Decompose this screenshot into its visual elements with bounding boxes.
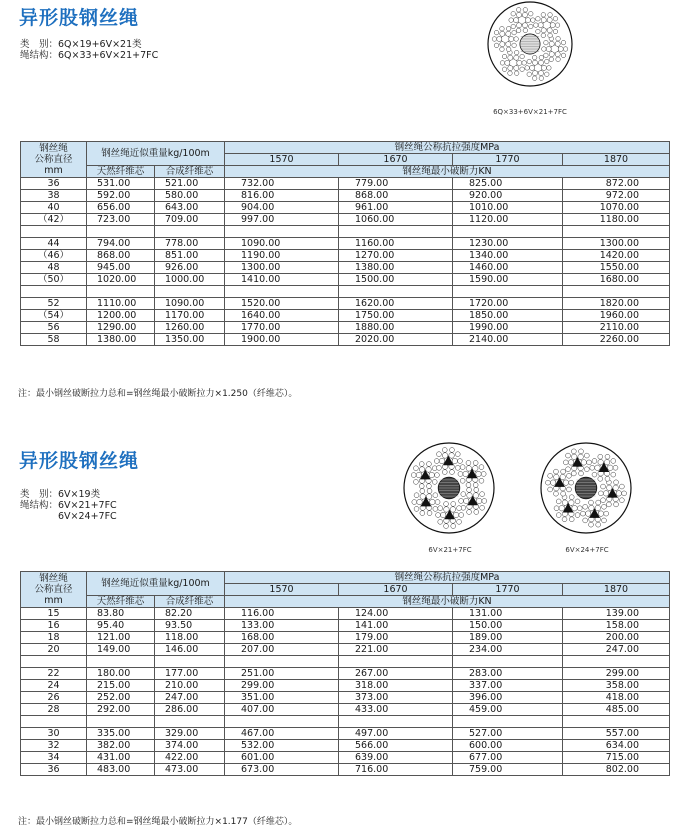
table-cell: 121.00 — [87, 632, 155, 644]
spec-list — [20, 489, 117, 522]
table-cell: 868.00 — [87, 250, 155, 262]
spacer-row — [21, 716, 670, 728]
table-cell: 1190.00 — [225, 250, 339, 262]
header-synthetic-core: 合成纤维芯 — [155, 166, 225, 178]
table-cell: 825.00 — [453, 178, 563, 190]
table-row — [21, 644, 670, 656]
table-cell: 252.00 — [87, 692, 155, 704]
table-cell: 1010.00 — [453, 202, 563, 214]
table-cell: 677.00 — [453, 752, 563, 764]
table-cell: 459.00 — [453, 704, 563, 716]
table-cell: （46） — [21, 250, 87, 262]
table-cell: 778.00 — [155, 238, 225, 250]
table-cell: 382.00 — [87, 740, 155, 752]
table-cell: 1160.00 — [339, 238, 453, 250]
table-cell: 1090.00 — [155, 298, 225, 310]
table-cell: 1770.00 — [225, 322, 339, 334]
table-cell: 1720.00 — [453, 298, 563, 310]
header-diameter: 钢丝绳 公称直径 mm — [21, 572, 87, 608]
table-cell: 149.00 — [87, 644, 155, 656]
header-weight: 钢丝绳近似重量kg/100m — [87, 142, 225, 166]
table-cell: 34 — [21, 752, 87, 764]
table-cell: 16 — [21, 620, 87, 632]
table-cell: 592.00 — [87, 190, 155, 202]
table-cell: 851.00 — [155, 250, 225, 262]
table-cell: 473.00 — [155, 764, 225, 776]
table-cell: 1620.00 — [339, 298, 453, 310]
table-cell: 133.00 — [225, 620, 339, 632]
table-cell: 207.00 — [225, 644, 339, 656]
table-cell: 1290.00 — [87, 322, 155, 334]
table-cell: 557.00 — [563, 728, 670, 740]
header-grade: 1870 — [563, 584, 670, 596]
table-cell: 131.00 — [453, 608, 563, 620]
table-cell: 601.00 — [225, 752, 339, 764]
table-cell: 656.00 — [87, 202, 155, 214]
table-cell: 93.50 — [155, 620, 225, 632]
table-cell: 716.00 — [339, 764, 453, 776]
table-row — [21, 764, 670, 776]
table-row — [21, 740, 670, 752]
table-cell: 1590.00 — [453, 274, 563, 286]
table-cell: 158.00 — [563, 620, 670, 632]
table-cell: 180.00 — [87, 668, 155, 680]
table-cell: 177.00 — [155, 668, 225, 680]
table-cell: 40 — [21, 202, 87, 214]
table-cell: 28 — [21, 704, 87, 716]
table-cell: 1120.00 — [453, 214, 563, 226]
table-row — [21, 680, 670, 692]
table-row — [21, 704, 670, 716]
figure-caption: 6V×24+7FC — [565, 546, 609, 554]
table-cell: 358.00 — [563, 680, 670, 692]
table-cell: 904.00 — [225, 202, 339, 214]
table-cell: 431.00 — [87, 752, 155, 764]
table-cell: 36 — [21, 178, 87, 190]
table-cell: 467.00 — [225, 728, 339, 740]
table-cell: 723.00 — [87, 214, 155, 226]
table-cell: 1380.00 — [87, 334, 155, 346]
figure-caption: 6Q×33+6V×21+7FC — [493, 108, 567, 116]
table-cell: 329.00 — [155, 728, 225, 740]
table-cell: 1170.00 — [155, 310, 225, 322]
table-note: 注：最小钢丝破断拉力总和=钢丝绳最小破断拉力×1.177（纤维芯）。 — [18, 817, 298, 827]
table-cell: 1640.00 — [225, 310, 339, 322]
spec-structure-alt: 6V×24+7FC — [20, 511, 117, 522]
table-cell: 1070.00 — [563, 202, 670, 214]
header-strength: 钢丝绳公称抗拉强度MPa — [225, 572, 670, 584]
table-cell: 1750.00 — [339, 310, 453, 322]
table-cell: 36 — [21, 764, 87, 776]
table-cell: 1680.00 — [563, 274, 670, 286]
spec-structure: 绳结构：6V×21+7FC — [20, 500, 117, 511]
spacer-row — [21, 656, 670, 668]
table-cell: 210.00 — [155, 680, 225, 692]
table-cell: 945.00 — [87, 262, 155, 274]
page-title: 异形股钢丝绳 — [19, 7, 140, 29]
header-breaking-force: 钢丝绳最小破断力KN — [225, 596, 670, 608]
table-cell: 52 — [21, 298, 87, 310]
table-cell: 926.00 — [155, 262, 225, 274]
header-grade: 1770 — [453, 584, 563, 596]
table-cell: 497.00 — [339, 728, 453, 740]
table-cell: 1410.00 — [225, 274, 339, 286]
table-note: 注：最小钢丝破断拉力总和=钢丝绳最小破断拉力×1.250（纤维芯）。 — [18, 389, 298, 399]
table-cell: 1960.00 — [563, 310, 670, 322]
table-cell: 600.00 — [453, 740, 563, 752]
header-grade: 1670 — [339, 154, 453, 166]
table-cell: 337.00 — [453, 680, 563, 692]
figure-caption: 6V×21+7FC — [428, 546, 472, 554]
table-cell: 396.00 — [453, 692, 563, 704]
table-cell: 1300.00 — [563, 238, 670, 250]
table-cell: 221.00 — [339, 644, 453, 656]
table-row — [21, 632, 670, 644]
table-cell: 168.00 — [225, 632, 339, 644]
table-cell: 146.00 — [155, 644, 225, 656]
table-cell: 351.00 — [225, 692, 339, 704]
table-cell: 532.00 — [225, 740, 339, 752]
table-cell: 139.00 — [563, 608, 670, 620]
table-cell: 1900.00 — [225, 334, 339, 346]
table-cell: 83.80 — [87, 608, 155, 620]
table-cell: 24 — [21, 680, 87, 692]
header-grade: 1570 — [225, 154, 339, 166]
table-cell: 56 — [21, 322, 87, 334]
header-natural-core: 天然纤维芯 — [87, 596, 155, 608]
table-row — [21, 728, 670, 740]
table-row — [21, 668, 670, 680]
header-weight: 钢丝绳近似重量kg/100m — [87, 572, 225, 596]
table-cell: 124.00 — [339, 608, 453, 620]
table-cell: 20 — [21, 644, 87, 656]
header-diameter: 钢丝绳 公称直径 mm — [21, 142, 87, 178]
table-cell: 1230.00 — [453, 238, 563, 250]
table-cell: 150.00 — [453, 620, 563, 632]
table-cell: 247.00 — [563, 644, 670, 656]
table-cell: 1420.00 — [563, 250, 670, 262]
table-cell: （54） — [21, 310, 87, 322]
table-cell: 292.00 — [87, 704, 155, 716]
table-cell: 732.00 — [225, 178, 339, 190]
table-cell: 286.00 — [155, 704, 225, 716]
table-cell: 802.00 — [563, 764, 670, 776]
table-cell: 1180.00 — [563, 214, 670, 226]
table-cell: 2140.00 — [453, 334, 563, 346]
header-grade: 1770 — [453, 154, 563, 166]
table-cell: 779.00 — [339, 178, 453, 190]
table-cell: 335.00 — [87, 728, 155, 740]
table-cell: 872.00 — [563, 178, 670, 190]
table-cell: 643.00 — [155, 202, 225, 214]
table-cell: 1000.00 — [155, 274, 225, 286]
table-cell: 715.00 — [563, 752, 670, 764]
table-cell: 868.00 — [339, 190, 453, 202]
page-title: 异形股钢丝绳 — [19, 450, 140, 472]
table-cell: 485.00 — [563, 704, 670, 716]
table-cell: 200.00 — [563, 632, 670, 644]
table-cell: 1460.00 — [453, 262, 563, 274]
table-cell: 639.00 — [339, 752, 453, 764]
table-cell: 247.00 — [155, 692, 225, 704]
table-cell: 26 — [21, 692, 87, 704]
table-cell: 2020.00 — [339, 334, 453, 346]
header-strength: 钢丝绳公称抗拉强度MPa — [225, 142, 670, 154]
table-cell: 759.00 — [453, 764, 563, 776]
table-cell: 483.00 — [87, 764, 155, 776]
rope-cross-section-figure — [539, 441, 633, 535]
table-cell: 1340.00 — [453, 250, 563, 262]
table-cell: 920.00 — [453, 190, 563, 202]
table-cell: 2260.00 — [563, 334, 670, 346]
header-grade: 1870 — [563, 154, 670, 166]
table-cell: 433.00 — [339, 704, 453, 716]
table-cell: 1990.00 — [453, 322, 563, 334]
table-cell: 318.00 — [339, 680, 453, 692]
table-cell: 32 — [21, 740, 87, 752]
table-cell: 141.00 — [339, 620, 453, 632]
table-cell: 189.00 — [453, 632, 563, 644]
header-breaking-force: 钢丝绳最小破断力KN — [225, 166, 670, 178]
table-cell: 418.00 — [563, 692, 670, 704]
table-cell: 299.00 — [563, 668, 670, 680]
table-cell: 82.20 — [155, 608, 225, 620]
table-cell: 1090.00 — [225, 238, 339, 250]
table-cell: 580.00 — [155, 190, 225, 202]
table-row — [21, 608, 670, 620]
table-row — [21, 620, 670, 632]
table-cell: 373.00 — [339, 692, 453, 704]
header-grade: 1570 — [225, 584, 339, 596]
table-cell: 531.00 — [87, 178, 155, 190]
table-cell: 1110.00 — [87, 298, 155, 310]
table-cell: 972.00 — [563, 190, 670, 202]
table-cell: 215.00 — [87, 680, 155, 692]
table-cell: 95.40 — [87, 620, 155, 632]
table-cell: 566.00 — [339, 740, 453, 752]
table-cell: 1550.00 — [563, 262, 670, 274]
table-cell: 179.00 — [339, 632, 453, 644]
table-cell: 58 — [21, 334, 87, 346]
table-cell: 1380.00 — [339, 262, 453, 274]
table-cell: 816.00 — [225, 190, 339, 202]
table-cell: 1520.00 — [225, 298, 339, 310]
table-cell: 1060.00 — [339, 214, 453, 226]
table-cell: 18 — [21, 632, 87, 644]
table-cell: （50） — [21, 274, 87, 286]
table-cell: 1880.00 — [339, 322, 453, 334]
table-cell: 2110.00 — [563, 322, 670, 334]
table-cell: 961.00 — [339, 202, 453, 214]
table-cell: 48 — [21, 262, 87, 274]
table-cell: 22 — [21, 668, 87, 680]
table-cell: 374.00 — [155, 740, 225, 752]
table-cell: 251.00 — [225, 668, 339, 680]
header-synthetic-core: 合成纤维芯 — [155, 596, 225, 608]
table-cell: 997.00 — [225, 214, 339, 226]
table-cell: 521.00 — [155, 178, 225, 190]
table-cell: 299.00 — [225, 680, 339, 692]
table-cell: 1500.00 — [339, 274, 453, 286]
table-cell: 15 — [21, 608, 87, 620]
table-cell: 1850.00 — [453, 310, 563, 322]
table-cell: 1300.00 — [225, 262, 339, 274]
table-cell: 116.00 — [225, 608, 339, 620]
table-cell: 118.00 — [155, 632, 225, 644]
table-row — [21, 692, 670, 704]
spec-category: 类 别：6Q×19+6V×21类 — [20, 39, 142, 50]
data-table — [20, 571, 670, 776]
table-cell: 234.00 — [453, 644, 563, 656]
spec-category: 类 别：6V×19类 — [20, 489, 101, 500]
table-cell: 283.00 — [453, 668, 563, 680]
table-cell: 422.00 — [155, 752, 225, 764]
rope-cross-section-figure — [402, 441, 496, 535]
table-cell: 44 — [21, 238, 87, 250]
table-cell: 407.00 — [225, 704, 339, 716]
table-cell: （42） — [21, 214, 87, 226]
table-row — [21, 752, 670, 764]
table-cell: 1270.00 — [339, 250, 453, 262]
table-cell: 1200.00 — [87, 310, 155, 322]
table-cell: 30 — [21, 728, 87, 740]
table-cell: 1350.00 — [155, 334, 225, 346]
header-natural-core: 天然纤维芯 — [87, 166, 155, 178]
table-cell: 709.00 — [155, 214, 225, 226]
table-cell: 38 — [21, 190, 87, 202]
table-cell: 634.00 — [563, 740, 670, 752]
table-cell: 794.00 — [87, 238, 155, 250]
table-cell: 1820.00 — [563, 298, 670, 310]
table-cell: 1020.00 — [87, 274, 155, 286]
table-cell: 527.00 — [453, 728, 563, 740]
table-cell: 1260.00 — [155, 322, 225, 334]
table-cell: 673.00 — [225, 764, 339, 776]
header-grade: 1670 — [339, 584, 453, 596]
table-cell: 267.00 — [339, 668, 453, 680]
spec-structure: 绳结构：6Q×33+6V×21+7FC — [20, 50, 159, 61]
